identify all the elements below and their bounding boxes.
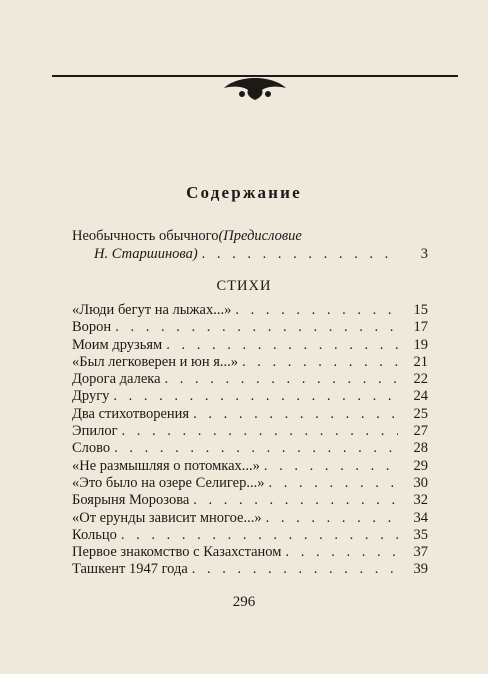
entry-title: Моим друзьям — [72, 336, 163, 353]
leader-dots — [118, 423, 398, 440]
preface-entry — [72, 227, 428, 263]
entry-title: «Это было на озере Селигер...» — [72, 474, 265, 491]
entry-title: «Не размышляя о потомках...» — [72, 457, 260, 474]
list-item — [72, 527, 428, 544]
entry-page-number: 35 — [413, 526, 428, 543]
entry-page-number: 22 — [413, 371, 428, 388]
list-item — [72, 302, 428, 319]
entry-page-number: 15 — [413, 302, 428, 318]
entry-title: Кольцо — [72, 526, 117, 543]
ornament-divider-icon — [52, 64, 458, 104]
list-item — [72, 458, 428, 475]
entry-title: «От ерунды зависит многое...» — [72, 509, 262, 526]
entry-page-number: 27 — [413, 423, 428, 440]
leader-dots — [111, 319, 398, 336]
entry-title: Дорога далека — [72, 371, 161, 388]
entry-title: Первое знакомство с Казахстаном — [72, 544, 282, 561]
entry-page-number: 25 — [413, 405, 428, 422]
leader-dots — [231, 302, 398, 319]
leader-dots — [189, 406, 398, 423]
list-item — [72, 371, 428, 388]
contents-heading: Содержание — [186, 183, 302, 202]
contents-list — [72, 302, 428, 579]
list-item — [72, 337, 428, 354]
list-item — [72, 475, 428, 492]
entry-page-number: 37 — [413, 544, 428, 561]
list-item — [72, 423, 428, 440]
entry-page-number: 34 — [413, 509, 428, 526]
preface-title: Необычность обычного — [72, 228, 219, 244]
entry-title: Слово — [72, 440, 111, 457]
entry-page-number: 39 — [413, 561, 428, 578]
leader-dots — [110, 440, 398, 457]
leader-dots — [188, 561, 398, 578]
entry-title: «Был легковерен и юн я...» — [72, 353, 239, 370]
leader-dots — [189, 492, 398, 509]
list-item — [72, 354, 428, 371]
list-item — [72, 388, 428, 405]
preface-note-line2: Н. Старшинова) — [94, 246, 198, 262]
leader-dots — [198, 245, 398, 263]
entry-page-number: 30 — [413, 474, 428, 491]
section-title: СТИХИ — [216, 278, 272, 294]
list-item — [72, 510, 428, 527]
preface-page-number: 3 — [420, 246, 428, 262]
entry-page-number: 29 — [413, 457, 428, 474]
entry-title: Эпилог — [72, 423, 118, 440]
leader-dots — [238, 354, 398, 371]
list-item — [72, 561, 428, 578]
leader-dots — [264, 475, 398, 492]
list-item — [72, 319, 428, 336]
leader-dots — [117, 527, 398, 544]
leader-dots — [260, 458, 398, 475]
list-item — [72, 492, 428, 509]
entry-page-number: 24 — [413, 388, 428, 405]
leader-dots — [161, 371, 398, 388]
entry-title: Два стихотворения — [72, 405, 190, 422]
entry-page-number: 28 — [413, 440, 428, 457]
preface-note-line1: (Предисловие — [218, 228, 302, 244]
leader-dots — [162, 337, 398, 354]
list-item — [72, 544, 428, 561]
entry-page-number: 21 — [413, 353, 428, 370]
page-number: 296 — [232, 594, 256, 610]
list-item — [72, 440, 428, 457]
entry-title: Ташкент 1947 года — [72, 561, 188, 578]
leader-dots — [281, 544, 398, 561]
entry-title: Боярыня Морозова — [72, 492, 190, 509]
entry-title: «Люди бегут на лыжах...» — [72, 302, 232, 318]
entry-page-number: 32 — [413, 492, 428, 509]
entry-title: Ворон — [72, 319, 112, 336]
entry-page-number: 19 — [413, 336, 428, 353]
leader-dots — [109, 388, 398, 405]
entry-page-number: 17 — [413, 319, 428, 336]
leader-dots — [262, 510, 398, 527]
list-item — [72, 406, 428, 423]
entry-title: Другу — [72, 388, 110, 405]
